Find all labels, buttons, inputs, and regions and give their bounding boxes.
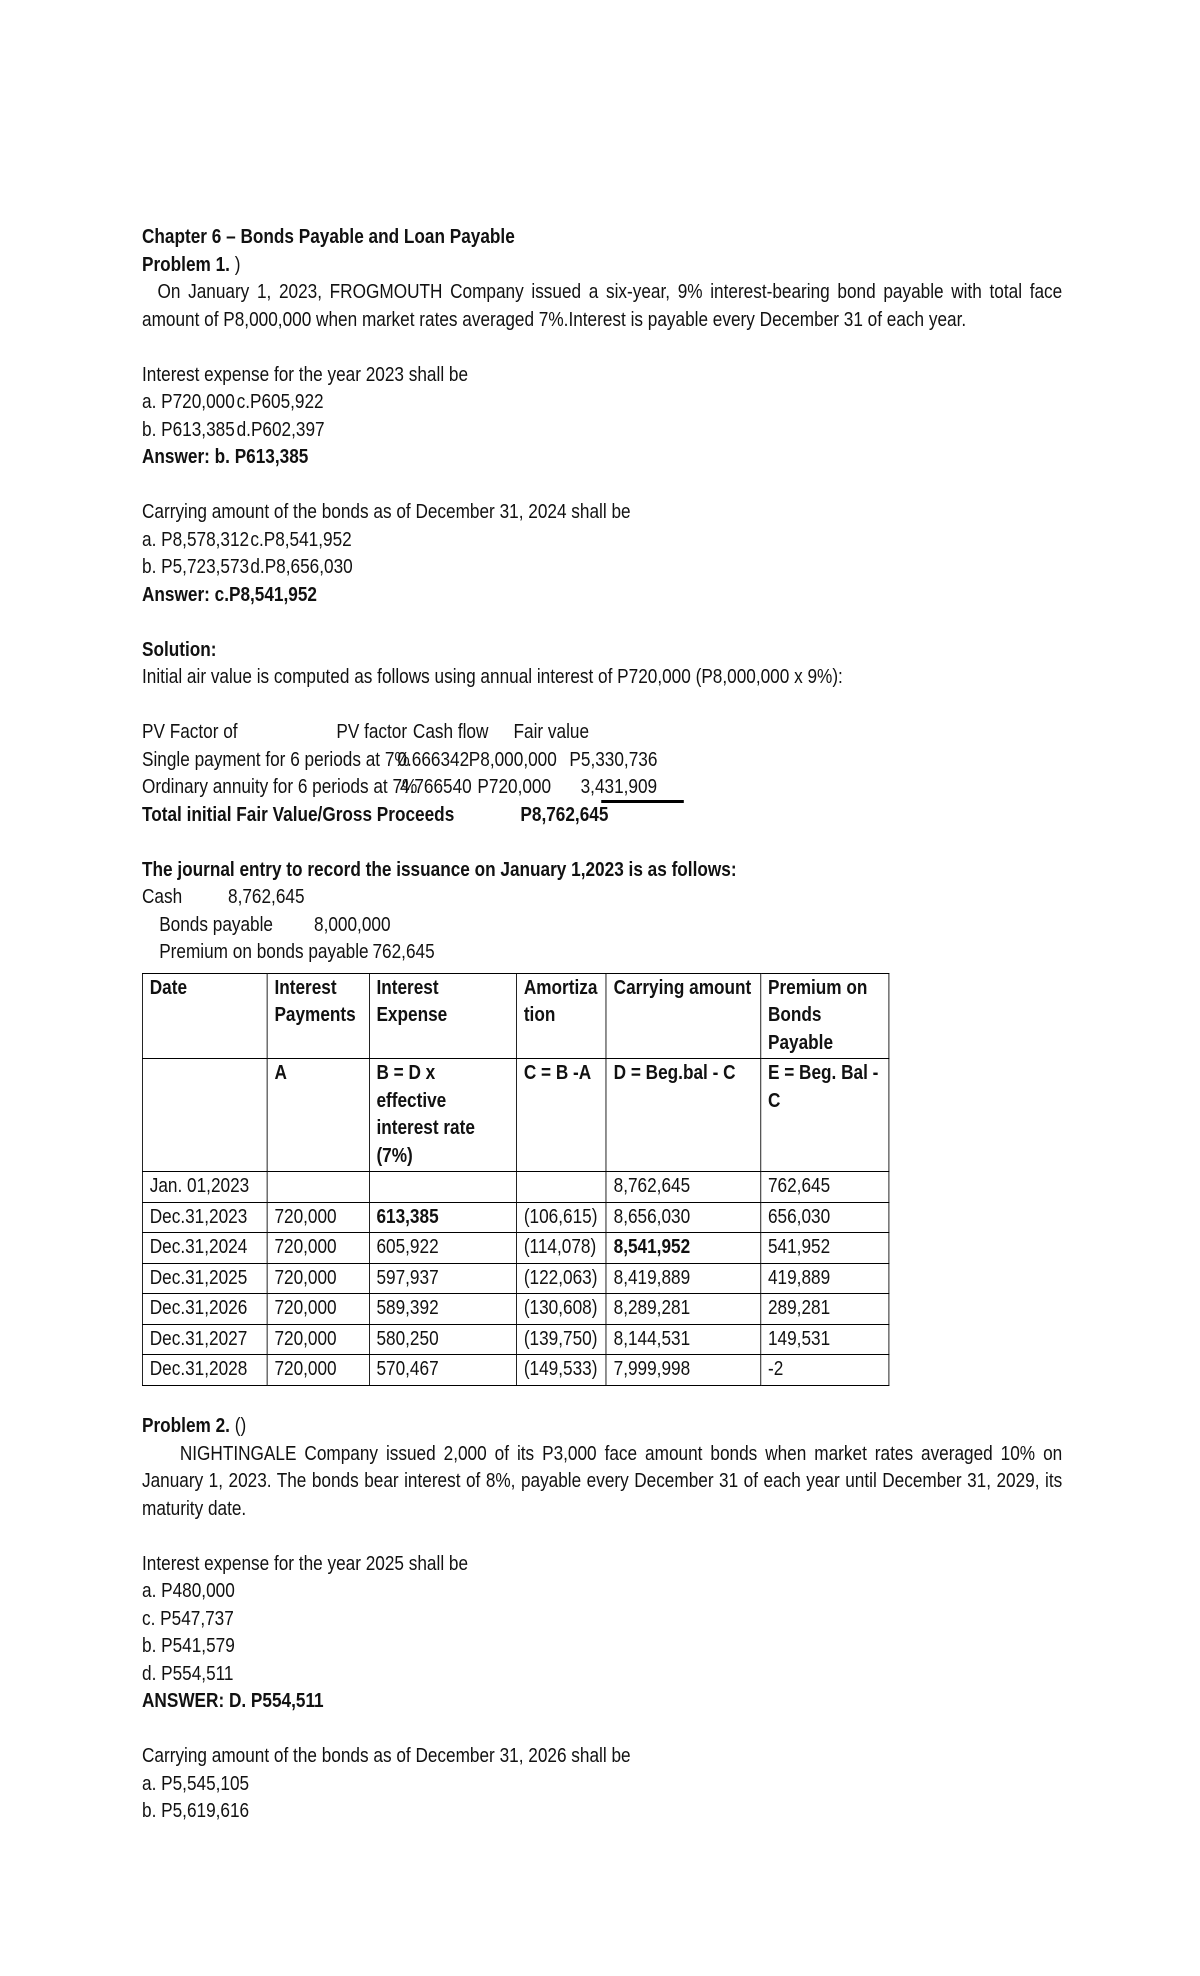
table-row <box>142 1172 888 1203</box>
pv-row-2-cash: P720,000 <box>477 776 552 798</box>
cell-carrying: 8,419,889 <box>606 1263 760 1294</box>
cell-premium: 762,645 <box>761 1172 889 1203</box>
cell-premium: 289,281 <box>761 1294 889 1325</box>
cell-expense <box>369 1172 516 1203</box>
table-row <box>142 1324 888 1355</box>
cell-expense: 589,392 <box>369 1294 516 1325</box>
journal-premium-amount: 762,645 <box>372 941 435 963</box>
chapter-title: Chapter 6 – Bonds Payable and Loan Payable <box>142 226 515 248</box>
journal-line-premium <box>142 939 1062 967</box>
pv-row-annuity <box>142 774 1062 802</box>
problem-2-text: NIGHTINGALE Company issued 2,000 of its P3,000 face amount bonds when market rates averaged 10% on January 1, 2023. The bonds bear interest of 8%, payable every December 31 of each year until December 31, 2029, its maturity date. <box>142 1442 1063 1520</box>
formula-d: D = Beg.bal - C <box>606 1059 760 1172</box>
p1-q1-options-row-2 <box>142 417 1062 445</box>
cell-amortization: (130,608) <box>517 1294 607 1325</box>
cell-carrying: 7,999,998 <box>606 1355 760 1386</box>
total-underline <box>601 800 684 803</box>
p2-q2-option: b. P5,619,616 <box>142 1800 250 1822</box>
table-header-row <box>142 973 888 1059</box>
table-row <box>142 1355 888 1386</box>
pv-total-value: P8,762,645 <box>520 803 609 826</box>
problem-2-label: Problem 2. <box>142 1415 230 1437</box>
cell-payment: 720,000 <box>267 1202 369 1233</box>
amortization-table <box>142 973 889 1386</box>
p1-q1-option-c: c.P605,922 <box>236 391 324 413</box>
cell-payment: 720,000 <box>267 1324 369 1355</box>
formula-date <box>142 1059 267 1172</box>
table-formula-row <box>142 1059 888 1172</box>
cell-premium: 419,889 <box>761 1263 889 1294</box>
cell-amortization: (149,533) <box>517 1355 607 1386</box>
formula-b: B = D x effective interest rate (7%) <box>369 1059 516 1172</box>
cell-amortization <box>517 1172 607 1203</box>
pv-row-1-fair: P5,330,736 <box>569 748 658 771</box>
pv-header-label: PV Factor of <box>142 721 238 743</box>
pv-row-1-factor: 0.666342 <box>397 748 470 771</box>
pv-total-row <box>142 802 1062 830</box>
cell-payment <box>267 1172 369 1203</box>
col-header-premium: Premium on Bonds Payable <box>761 973 889 1059</box>
p2-q1-answer: ANSWER: D. P554,511 <box>142 1690 324 1712</box>
cell-date: Dec.31,2026 <box>142 1294 267 1325</box>
solution-text: Initial air value is computed as follows using annual interest of P720,000 (P8,000,000 x 9%): <box>142 666 843 688</box>
cell-payment: 720,000 <box>267 1233 369 1264</box>
p1-q2-option-d: d.P8,656,030 <box>250 556 353 578</box>
p1-q2-option-a: a. P8,578,312 <box>142 528 250 551</box>
cell-payment: 720,000 <box>267 1263 369 1294</box>
cell-payment: 720,000 <box>267 1294 369 1325</box>
cell-carrying: 8,289,281 <box>606 1294 760 1325</box>
table-row <box>142 1294 888 1325</box>
journal-bonds-amount: 8,000,000 <box>314 913 391 936</box>
col-header-carrying-amount: Carrying amount <box>606 973 760 1059</box>
journal-line-bonds <box>142 912 1062 940</box>
cell-premium: 541,952 <box>761 1233 889 1264</box>
p1-q1-answer: Answer: b. P613,385 <box>142 446 309 468</box>
formula-a: A <box>267 1059 369 1172</box>
cell-date: Dec.31,2028 <box>142 1355 267 1386</box>
table-row <box>142 1263 888 1294</box>
pv-header-fair: Fair value <box>513 721 590 743</box>
problem-1-label: Problem 1. <box>142 253 230 276</box>
p2-q1-option: c. P547,737 <box>142 1607 234 1630</box>
journal-cash-amount: 8,762,645 <box>228 886 305 908</box>
cell-carrying: 8,656,030 <box>606 1202 760 1233</box>
p1-q2-options-row-2 <box>142 554 1062 582</box>
cell-amortization: (139,750) <box>517 1324 607 1355</box>
formula-e: E = Beg. Bal - C <box>761 1059 889 1172</box>
col-header-interest-expense: Interest Expense <box>369 973 516 1059</box>
pv-row-2-fair: 3,431,909 <box>580 776 658 798</box>
journal-bonds-account: Bonds payable <box>159 913 274 936</box>
cell-amortization: (106,615) <box>517 1202 607 1233</box>
cell-date: Dec.31,2024 <box>142 1233 267 1264</box>
col-header-interest-payments: Interest Payments <box>267 973 369 1059</box>
col-header-date: Date <box>142 973 267 1059</box>
pv-header-cash: Cash flow <box>412 721 489 743</box>
journal-cash-account: Cash <box>142 886 183 908</box>
p1-q1-question: Interest expense for the year 2023 shall be <box>142 363 469 386</box>
cell-premium: 656,030 <box>761 1202 889 1233</box>
p1-q2-options-row-1 <box>142 527 1062 555</box>
pv-row-2-label: Ordinary annuity for 6 periods at 7% <box>142 776 418 798</box>
cell-payment: 720,000 <box>267 1355 369 1386</box>
pv-header-factor: PV factor <box>336 721 408 743</box>
cell-carrying: 8,144,531 <box>606 1324 760 1355</box>
problem-1-text: On January 1, 2023, FROGMOUTH Company issued a six-year, 9% interest-bearing bond payable with total face amount of P8,000,000 when market rates averaged 7%.Interest is payable every December 31 of each year. <box>142 281 1063 331</box>
cell-carrying: 8,762,645 <box>606 1172 760 1203</box>
p1-q1-option-a: a. P720,000 <box>142 391 235 413</box>
cell-date: Dec.31,2027 <box>142 1324 267 1355</box>
p1-q1-option-d: d.P602,397 <box>236 418 325 441</box>
cell-premium: -2 <box>761 1355 889 1386</box>
p1-q2-option-c: c.P8,541,952 <box>250 528 352 551</box>
p1-q1-options-row-1 <box>142 389 1062 417</box>
cell-carrying: 8,541,952 <box>606 1233 760 1264</box>
cell-date: Dec.31,2023 <box>142 1202 267 1233</box>
p1-q2-answer: Answer: c.P8,541,952 <box>142 583 317 606</box>
cell-expense: 570,467 <box>369 1355 516 1386</box>
p1-q2-option-b: b. P5,723,573 <box>142 556 250 578</box>
document-page <box>142 224 1063 1826</box>
cell-expense: 580,250 <box>369 1324 516 1355</box>
problem-2-label-suffix: () <box>229 1415 247 1437</box>
p1-q2-question: Carrying amount of the bonds as of December 31, 2024 shall be <box>142 501 631 523</box>
cell-amortization: (122,063) <box>517 1263 607 1294</box>
problem-1-label-suffix: ) <box>229 253 241 276</box>
cell-date: Jan. 01,2023 <box>142 1172 267 1203</box>
cell-premium: 149,531 <box>761 1324 889 1355</box>
pv-header-row <box>142 719 1062 747</box>
col-header-amortization: Amortiza tion <box>517 973 607 1059</box>
cell-amortization: (114,078) <box>517 1233 607 1264</box>
pv-row-1-label: Single payment for 6 periods at 7% <box>142 748 410 771</box>
cell-expense: 613,385 <box>369 1202 516 1233</box>
cell-expense: 597,937 <box>369 1263 516 1294</box>
formula-c: C = B -A <box>517 1059 607 1172</box>
journal-heading: The journal entry to record the issuance on January 1,2023 is as follows: <box>142 858 737 881</box>
p2-q2-option: a. P5,545,105 <box>142 1772 250 1795</box>
p2-q1-option: d. P554,511 <box>142 1662 234 1685</box>
p2-q1-question: Interest expense for the year 2025 shall be <box>142 1552 469 1575</box>
pv-row-2-factor: 4.766540 <box>400 776 472 798</box>
pv-row-1-cash: P8,000,000 <box>468 748 557 771</box>
document-body <box>142 224 1062 1826</box>
pv-row-single-payment <box>142 747 1062 775</box>
p1-q1-option-b: b. P613,385 <box>142 418 235 441</box>
table-row <box>142 1233 888 1264</box>
journal-line-cash <box>142 884 1062 912</box>
cell-expense: 605,922 <box>369 1233 516 1264</box>
journal-premium-account: Premium on bonds payable <box>159 941 369 963</box>
table-row <box>142 1202 888 1233</box>
p2-q2-question: Carrying amount of the bonds as of December 31, 2026 shall be <box>142 1745 631 1767</box>
cell-date: Dec.31,2025 <box>142 1263 267 1294</box>
p2-q1-option: b. P541,579 <box>142 1635 235 1657</box>
problem-1-heading <box>142 252 1062 280</box>
p2-q1-option: a. P480,000 <box>142 1580 235 1602</box>
solution-label: Solution: <box>142 638 217 661</box>
pv-total-label: Total initial Fair Value/Gross Proceeds <box>142 803 455 826</box>
problem-2-heading <box>142 1413 1062 1441</box>
